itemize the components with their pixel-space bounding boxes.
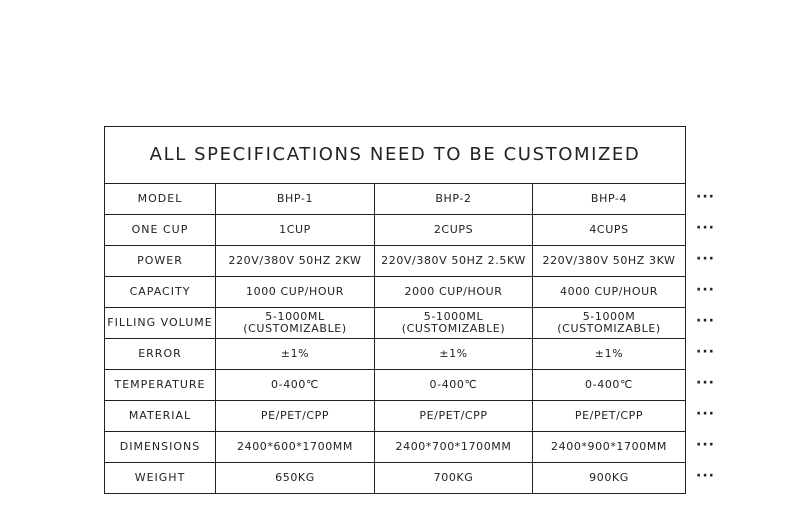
table-cell [216,246,375,277]
table-cell [533,308,686,339]
table-cell [216,215,375,246]
cell-text: 220V/380V 50HZ 2.5KW [381,254,526,267]
table-cell [533,370,686,401]
table-cell [375,401,533,432]
table-title: ALL SPECIFICATIONS NEED TO BE CUSTOMIZED [105,127,686,184]
row-label: WEIGHT [105,463,216,494]
cell-text: 900KG [589,471,629,484]
cell-text: 650KG [275,471,315,484]
cell-text: (CUSTOMIZABLE) [557,322,661,335]
more-ellipsis: ··· [696,282,715,298]
more-ellipsis: ··· [696,437,715,453]
cell-text: 0-400℃ [585,378,633,391]
row-label: ONE CUP [105,215,216,246]
table-cell [375,277,533,308]
table-cell [375,215,533,246]
table-row [105,246,686,277]
table-cell [216,401,375,432]
more-ellipsis: ··· [696,220,715,236]
cell-text: 4000 CUP/HOUR [560,285,659,298]
cell-text: (CUSTOMIZABLE) [243,322,347,335]
table-row [105,215,686,246]
table-row [105,308,686,339]
cell-text: 2400*600*1700MM [237,440,353,453]
cell-text: PE/PET/CPP [260,409,330,422]
cell-text: PE/PET/CPP [419,409,488,422]
cell-text: ±1% [439,347,468,360]
table-cell [533,215,686,246]
table-row [105,339,686,370]
row-label: MATERIAL [105,401,216,432]
cell-text: ±1% [594,347,624,360]
cell-text: 700KG [433,471,474,484]
cell-text: 5-1000ML [265,310,325,323]
table-cell [533,246,686,277]
row-label: MODEL [105,184,216,215]
table-cell [375,370,533,401]
cell-text: 220V/380V 50HZ 3KW [542,254,676,267]
row-label: ERROR [105,339,216,370]
table-cell [375,246,533,277]
cell-text: 220V/380V 50HZ 2KW [228,254,362,267]
table-cell [375,184,533,215]
cell-text: 0-400℃ [429,378,478,391]
row-label: CAPACITY [105,277,216,308]
table-row [105,277,686,308]
table-cell [533,277,686,308]
cell-text: 5-1000ML [423,310,484,323]
more-ellipsis: ··· [696,406,715,422]
table-cell [375,463,533,494]
table-cell [216,277,375,308]
table-cell [533,184,686,215]
table-cell [375,432,533,463]
row-label: TEMPERATURE [105,370,216,401]
table-cell [216,463,375,494]
specifications-table [104,126,686,494]
more-ellipsis: ··· [696,344,715,360]
cell-text: BHP-4 [590,192,628,205]
cell-text: BHP-1 [276,192,314,205]
more-ellipsis: ··· [696,189,715,205]
table-cell [216,432,375,463]
row-label: FILLING VOLUME [105,308,216,339]
more-ellipsis: ··· [696,468,715,484]
row-label: POWER [105,246,216,277]
table-cell [533,432,686,463]
cell-text: 1CUP [279,223,311,236]
cell-text: 1000 CUP/HOUR [246,285,344,298]
cell-text: (CUSTOMIZABLE) [401,322,506,335]
table-cell [533,463,686,494]
cell-text: 2CUPS [433,223,474,236]
cell-text: BHP-2 [435,192,472,205]
table-cell [216,184,375,215]
cell-text: 2000 CUP/HOUR [404,285,503,298]
table-cell [533,401,686,432]
cell-text: 0-400℃ [271,378,319,391]
table-cell [533,339,686,370]
cell-text: 2400*900*1700MM [551,440,667,453]
table-cell [375,308,533,339]
cell-text: 5-1000M [582,310,636,323]
more-ellipsis: ··· [696,313,715,329]
cell-text: PE/PET/CPP [574,409,644,422]
table-cell [216,370,375,401]
table-row [105,184,686,215]
table-row [105,463,686,494]
cell-text: ±1% [280,347,310,360]
cell-text: 4CUPS [589,223,629,236]
table-row [105,401,686,432]
table-cell [216,339,375,370]
row-label: DIMENSIONS [105,432,216,463]
more-ellipsis: ··· [696,251,715,267]
more-ellipsis: ··· [696,375,715,391]
table-row [105,370,686,401]
cell-text: 2400*700*1700MM [395,440,512,453]
table-cell [375,339,533,370]
table-row [105,432,686,463]
table-cell [216,308,375,339]
